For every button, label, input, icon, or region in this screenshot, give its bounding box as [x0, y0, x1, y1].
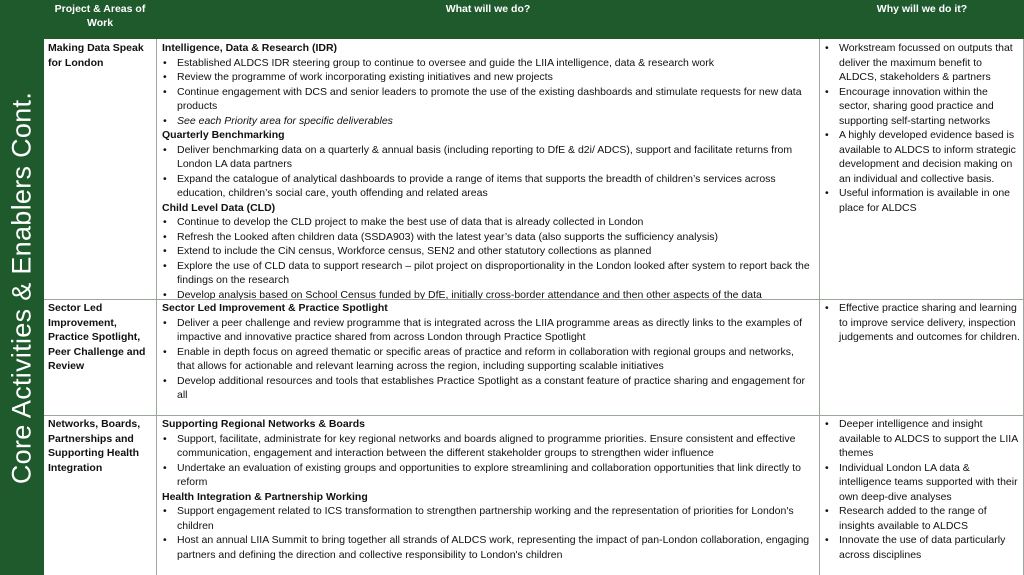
bullet-list: [162, 143, 814, 201]
row-area-label: Networks, Boards, Partnerships and Supporting Health Integration: [48, 418, 141, 474]
list-item: • Develop additional resources and tools that establishes Practice Spotlight as a constant feature of practice sharing and engagement for all: [162, 374, 814, 403]
list-item: • Continue engagement with DCS and senior leaders to promote the use of the existing dashboards and stimulate requests for new data products: [162, 85, 814, 114]
bullet-list: [162, 215, 814, 299]
bullet-list: [162, 504, 814, 562]
list-item: • Enable in depth focus on agreed thematic or specific areas of practice and reform in collaboration with regional groups and networks, that allows for actionable and relevant learning across the region, including supporting scalable initiatives: [162, 345, 814, 374]
header-why: Why will we do it?: [820, 0, 1024, 39]
row-why-cell: [820, 416, 1024, 575]
list-item: • A highly developed evidence based is available to ALDCS to inform strategic development and decision making on an individual and collective basis.: [824, 128, 1020, 186]
bullet-list: [824, 41, 1020, 215]
header-what: What will we do?: [156, 0, 820, 39]
list-item: • Individual London LA data & intelligence teams supported with their own deep-dive analyses: [824, 461, 1020, 505]
row-why-cell: [820, 40, 1024, 299]
section-title: Sector Led Improvement & Practice Spotlight: [162, 302, 388, 314]
list-item: • Established ALDCS IDR steering group to continue to oversee and guide the LIIA intelligence, data & research work: [162, 56, 814, 71]
list-item: • Extend to include the CiN census, Workforce census, SEN2 and other statutory collections as planned: [162, 244, 814, 259]
list-item: • Explore the use of CLD data to support research – pilot project on disproportionality in the London looked after system to report back the findings on the research: [162, 259, 814, 288]
side-title: Core Activities & Enablers Cont.: [6, 91, 37, 485]
bullet-list: [162, 316, 814, 403]
row-what-cell: [157, 416, 819, 575]
side-banner: [0, 0, 44, 575]
row-what-cell: [157, 40, 819, 299]
row-area-label: Making Data Speak for London: [48, 42, 144, 69]
list-item: • Innovate the use of data particularly across disciplines: [824, 533, 1020, 562]
list-item: • Host an annual LIIA Summit to bring together all strands of ALDCS work, representing the impact of pan-London collaboration, engaging partners and defining the direction and collective responsibility to London's children: [162, 533, 814, 562]
section-title: Quarterly Benchmarking: [162, 129, 285, 141]
bullet-list: [162, 432, 814, 490]
list-item: • Deliver benchmarking data on a quarterly & annual basis (including reporting to DfE & d2i/ ADCS), support and facilitate returns from London LA data partners: [162, 143, 814, 172]
section-title: Intelligence, Data & Research (IDR): [162, 42, 338, 54]
list-item: • Workstream focussed on outputs that deliver the maximum benefit to ALDCS, stakeholders & partners: [824, 41, 1020, 85]
list-item: • Support, facilitate, administrate for key regional networks and boards aligned to programme priorities. Ensure consistent and effective communication, engagement and interaction between the different stakeholder groups to strengthen wider influence: [162, 432, 814, 461]
list-item: • Effective practice sharing and learning to improve service delivery, inspection judgements and outcomes for children.: [824, 301, 1020, 345]
section-title: Supporting Regional Networks & Boards: [162, 418, 366, 430]
list-item: • See each Priority area for specific deliverables: [162, 114, 814, 129]
list-item: • Refresh the Looked aften children data (SSDA903) with the latest year’s data (also supports the sufficiency analysis): [162, 230, 814, 245]
row-area-label: Sector Led Improvement, Practice Spotlight, Peer Challenge and Review: [48, 302, 146, 372]
list-item: • Encourage innovation within the sector, sharing good practice and supporting self-starting networks: [824, 85, 1020, 129]
list-item: • Research added to the range of insights available to ALDCS: [824, 504, 1020, 533]
bullet-list: [162, 56, 814, 129]
header-project-area: Project & Areas of Work: [44, 0, 156, 39]
list-item: • Expand the catalogue of analytical dashboards to provide a range of items that supports the breadth of children’s services across education, children’s social care, youth offending and related areas: [162, 172, 814, 201]
list-item: • Support engagement related to ICS transformation to strengthen partnership working and the representation of priorities for London's children: [162, 504, 814, 533]
section-title: Child Level Data (CLD): [162, 201, 276, 214]
section-title: Health Integration & Partnership Working: [162, 490, 368, 503]
list-item: • Deliver a peer challenge and review programme that is integrated across the LIIA programme areas as directly links to the examples of impactive and innovative practice shared from across London through Practice Spotlight: [162, 316, 814, 345]
row-what-cell: [157, 300, 819, 415]
list-item: • Develop analysis based on School Census funded by DfE, initially cross-border attendance and then other aspects of the data: [162, 288, 814, 300]
row-why-cell: [820, 300, 1024, 415]
list-item: • Undertake an evaluation of existing groups and opportunities to explore streamlining and collaboration opportunities that link directly to reform: [162, 461, 814, 490]
list-item: • Review the programme of work incorporating existing initiatives and new projects: [162, 70, 814, 85]
activities-table: [44, 0, 1024, 575]
list-item: • Deeper intelligence and insight available to ALDCS to support the LIIA themes: [824, 417, 1020, 461]
list-item: • Useful information is available in one place for ALDCS: [824, 186, 1020, 215]
list-item: • Continue to develop the CLD project to make the best use of data that is already collected in London: [162, 215, 814, 230]
bullet-list: [824, 417, 1020, 562]
bullet-list: [824, 301, 1020, 345]
